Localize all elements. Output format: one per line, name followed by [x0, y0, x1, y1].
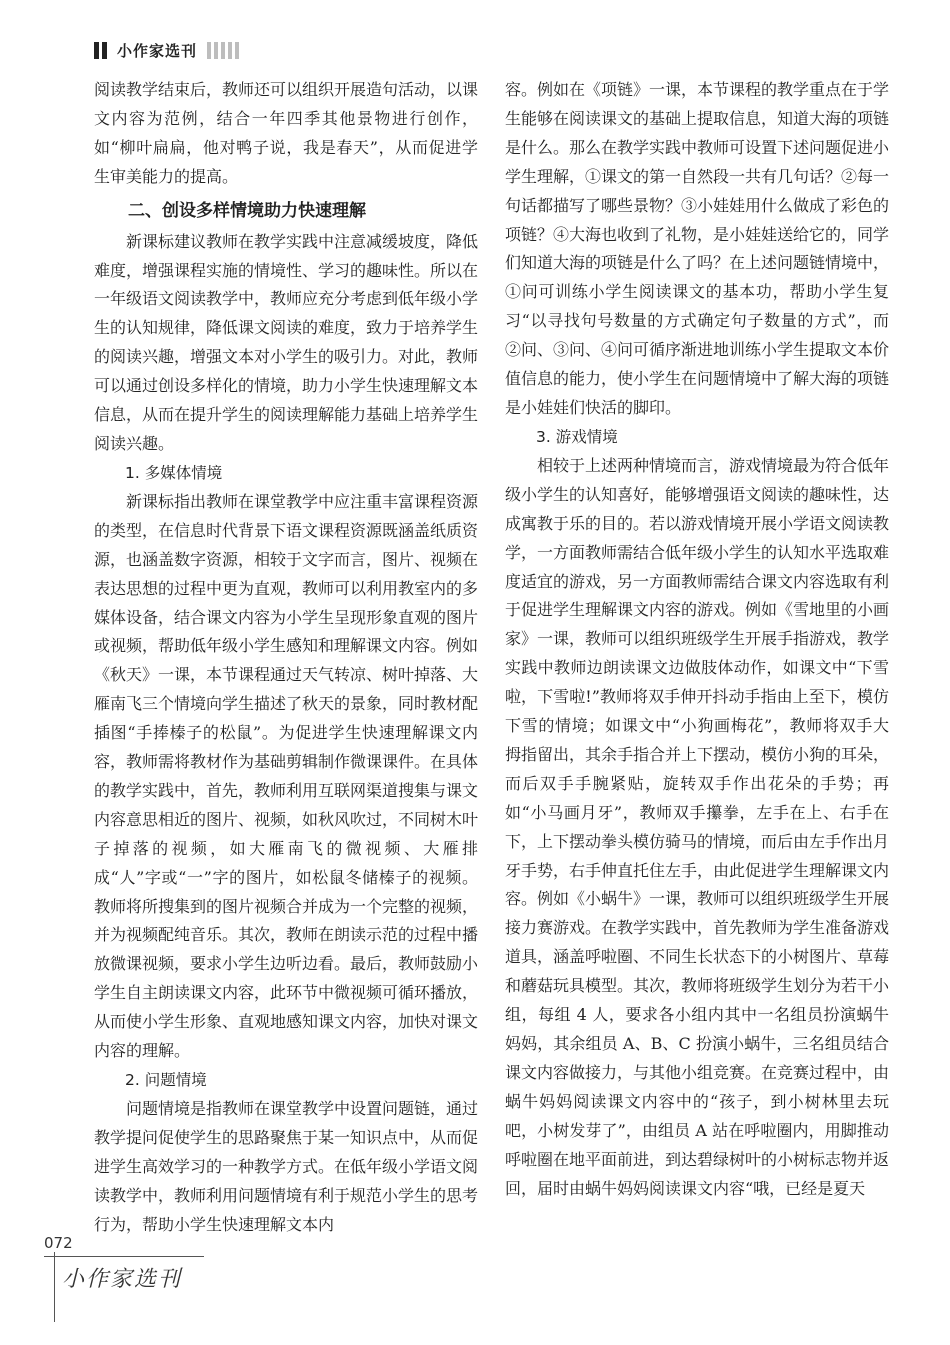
section-heading: 二、创设多样情境助力快速理解: [128, 200, 366, 221]
subsection-heading: 2. 问题情境: [125, 1071, 207, 1089]
header-bars-left: [94, 42, 107, 59]
page-number: 072: [44, 1234, 73, 1252]
paragraph: 阅读教学结束后，教师还可以组织开展造句活动，以课文内容为范例，结合一年四季其他景物进行创作，如“柳叶扁扁，他对鸭子说，我是春天”，从而促进学生审美能力的提高。: [94, 80, 479, 186]
right-column: [505, 76, 889, 1203]
left-column: [94, 76, 478, 1240]
page-footer: [44, 1234, 204, 1257]
paragraph: 新课标建议教师在教学实践中注意减缓坡度，降低难度，增强课程实施的情境性、学习的趣味性。所以在一年级语文阅读教学中，教师应充分考虑到低年级小学生的认知规律，降低课文阅读的难度，致力于培养学生的阅读兴趣，增强文本对小学生的吸引力。对此，教师可以通过创设多样化的情境，助力小学生快速理解文本信息，从而在提升学生的阅读理解能力基础上培养学生阅读兴趣。: [94, 231, 479, 453]
footer-divider: [54, 1252, 55, 1322]
paragraph: 容。例如在《项链》一课，本节课程的教学重点在于学生能够在阅读课文的基础上提取信息，知道大海的项链是什么。那么在教学实践中教师可设置下述问题促进小学生理解，①课文的第一自然段一共有几句话？②每一句话都描写了哪些景物？③小娃娃用什么做成了彩色的项链？④大海也收到了礼物，是小娃娃送给它的，同学们知道大海的项链是什么了吗？在上述问题链情境中，①问可训练小学生阅读课文的基本功，帮助小学生复习“以寻找句号数量的方式确定句子数量的方式”，而②问、③问、④问可循序渐进地训练小学生提取文本价值信息的能力，使小学生在问题情境中了解大海的项链是小娃娃们快活的脚印。: [505, 80, 890, 417]
footer-rule: [44, 1256, 204, 1257]
paragraph: 相较于上述两种情境而言，游戏情境最为符合低年级小学生的认知喜好，能够增强语文阅读的趣味性，达成寓教于乐的目的。若以游戏情境开展小学语文阅读教学，一方面教师需结合低年级小学生的认知水平选取难度适宜的游戏，另一方面教师需结合课文内容选取有利于促进学生理解课文内容的游戏。例如《雪地里的小画家》一课，教师可以组织班级学生开展手指游戏，教学实践中教师边朗读课文边做肢体动作，如课文中“下雪啦，下雪啦!”教师将双手伸开抖动手指由上至下，模仿下雪的情境；如课文中“小狗画梅花”，教师将双手大拇指留出，其余手指合并上下摆动，模仿小狗的耳朵，而后双手手腕紧贴，旋转双手作出花朵的手势；再如“小马画月牙”，教师双手攥拳，左手在上、右手在下，上下摆动拳头模仿骑马的情境，而后由左手作出月牙手势，右手伸直托住左手，由此促进学生理解课文内容。例如《小蜗牛》一课，教师可以组织班级学生开展接力赛游戏。在教学实践中，首先教师为学生准备游戏道具，涵盖呼啦圈、不同生长状态下的小树图片、草莓和蘑菇玩具模型。其次，教师将班级学生划分为若干小组，每组 4 人，要求各小组内其中一名组员扮演蜗牛妈妈，其余组员 A、B、C 扮演小蜗牛，三名组员结合课文内容做接力，与其他小组竞赛。在竞赛过程中，由蜗牛妈妈阅读课文内容中的“孩子，到小树林里去玩吧，小树发芽了”，由组员 A 站在呼啦圈内，用脚推动呼啦圈在地平面前进，到达碧绿树叶的小树标志物并返回，届时由蜗牛妈妈阅读课文内容“哦，已经是夏天: [505, 455, 890, 1198]
footer-logo: 小作家选刊: [62, 1267, 183, 1292]
paragraph: 新课标指出教师在课堂教学中应注重丰富课程资源的类型，在信息时代背景下语文课程资源既涵盖纸质资源，也涵盖数字资源，相较于文字而言，图片、视频在表达思想的过程中更为直观，教师可以利用教室内的多媒体设备，结合课文内容为小学生呈现形象直观的图片或视频，帮助低年级小学生感知和理解课文内容。例如《秋天》一课，本节课程通过天气转凉、树叶掉落、大雁南飞三个情境向学生描述了秋天的景象，同时教材配插图“手捧榛子的松鼠”。为促进学生快速理解课文内容，教师需将教材作为基础剪辑制作微课课件。在具体的教学实践中，首先，教师利用互联网渠道搜集与课文内容意思相近的图片、视频，如秋风吹过，不同树木叶子掉落的视频，如大雁南飞的微视频、大雁排成“人”字或“一”字的图片，如松鼠冬储榛子的视频。教师将所搜集到的图片视频合并成为一个完整的视频，并为视频配纯音乐。其次，教师在朗读示范的过程中播放微课视频，要求小学生边听边看。最后，教师鼓励小学生自主朗读课文内容，此环节中微视频可循环播放，从而使小学生形象、直观地感知课文内容，加快对课文内容的理解。: [94, 491, 479, 1061]
paragraph: 问题情境是指教师在课堂教学中设置问题链，通过教学提问促使学生的思路聚焦于某一知识点中，从而促进学生高效学习的一种教学方式。在低年级小学语文阅读教学中，教师利用问题情境有利于规范小学生的思考行为，帮助小学生快速理解文本内: [94, 1099, 479, 1234]
page-header: [94, 40, 239, 61]
header-title: 小作家选刊: [117, 42, 198, 60]
header-bars-right: [207, 42, 239, 59]
subsection-heading: 1. 多媒体情境: [125, 463, 223, 482]
subsection-heading: 3. 游戏情境: [536, 427, 618, 446]
